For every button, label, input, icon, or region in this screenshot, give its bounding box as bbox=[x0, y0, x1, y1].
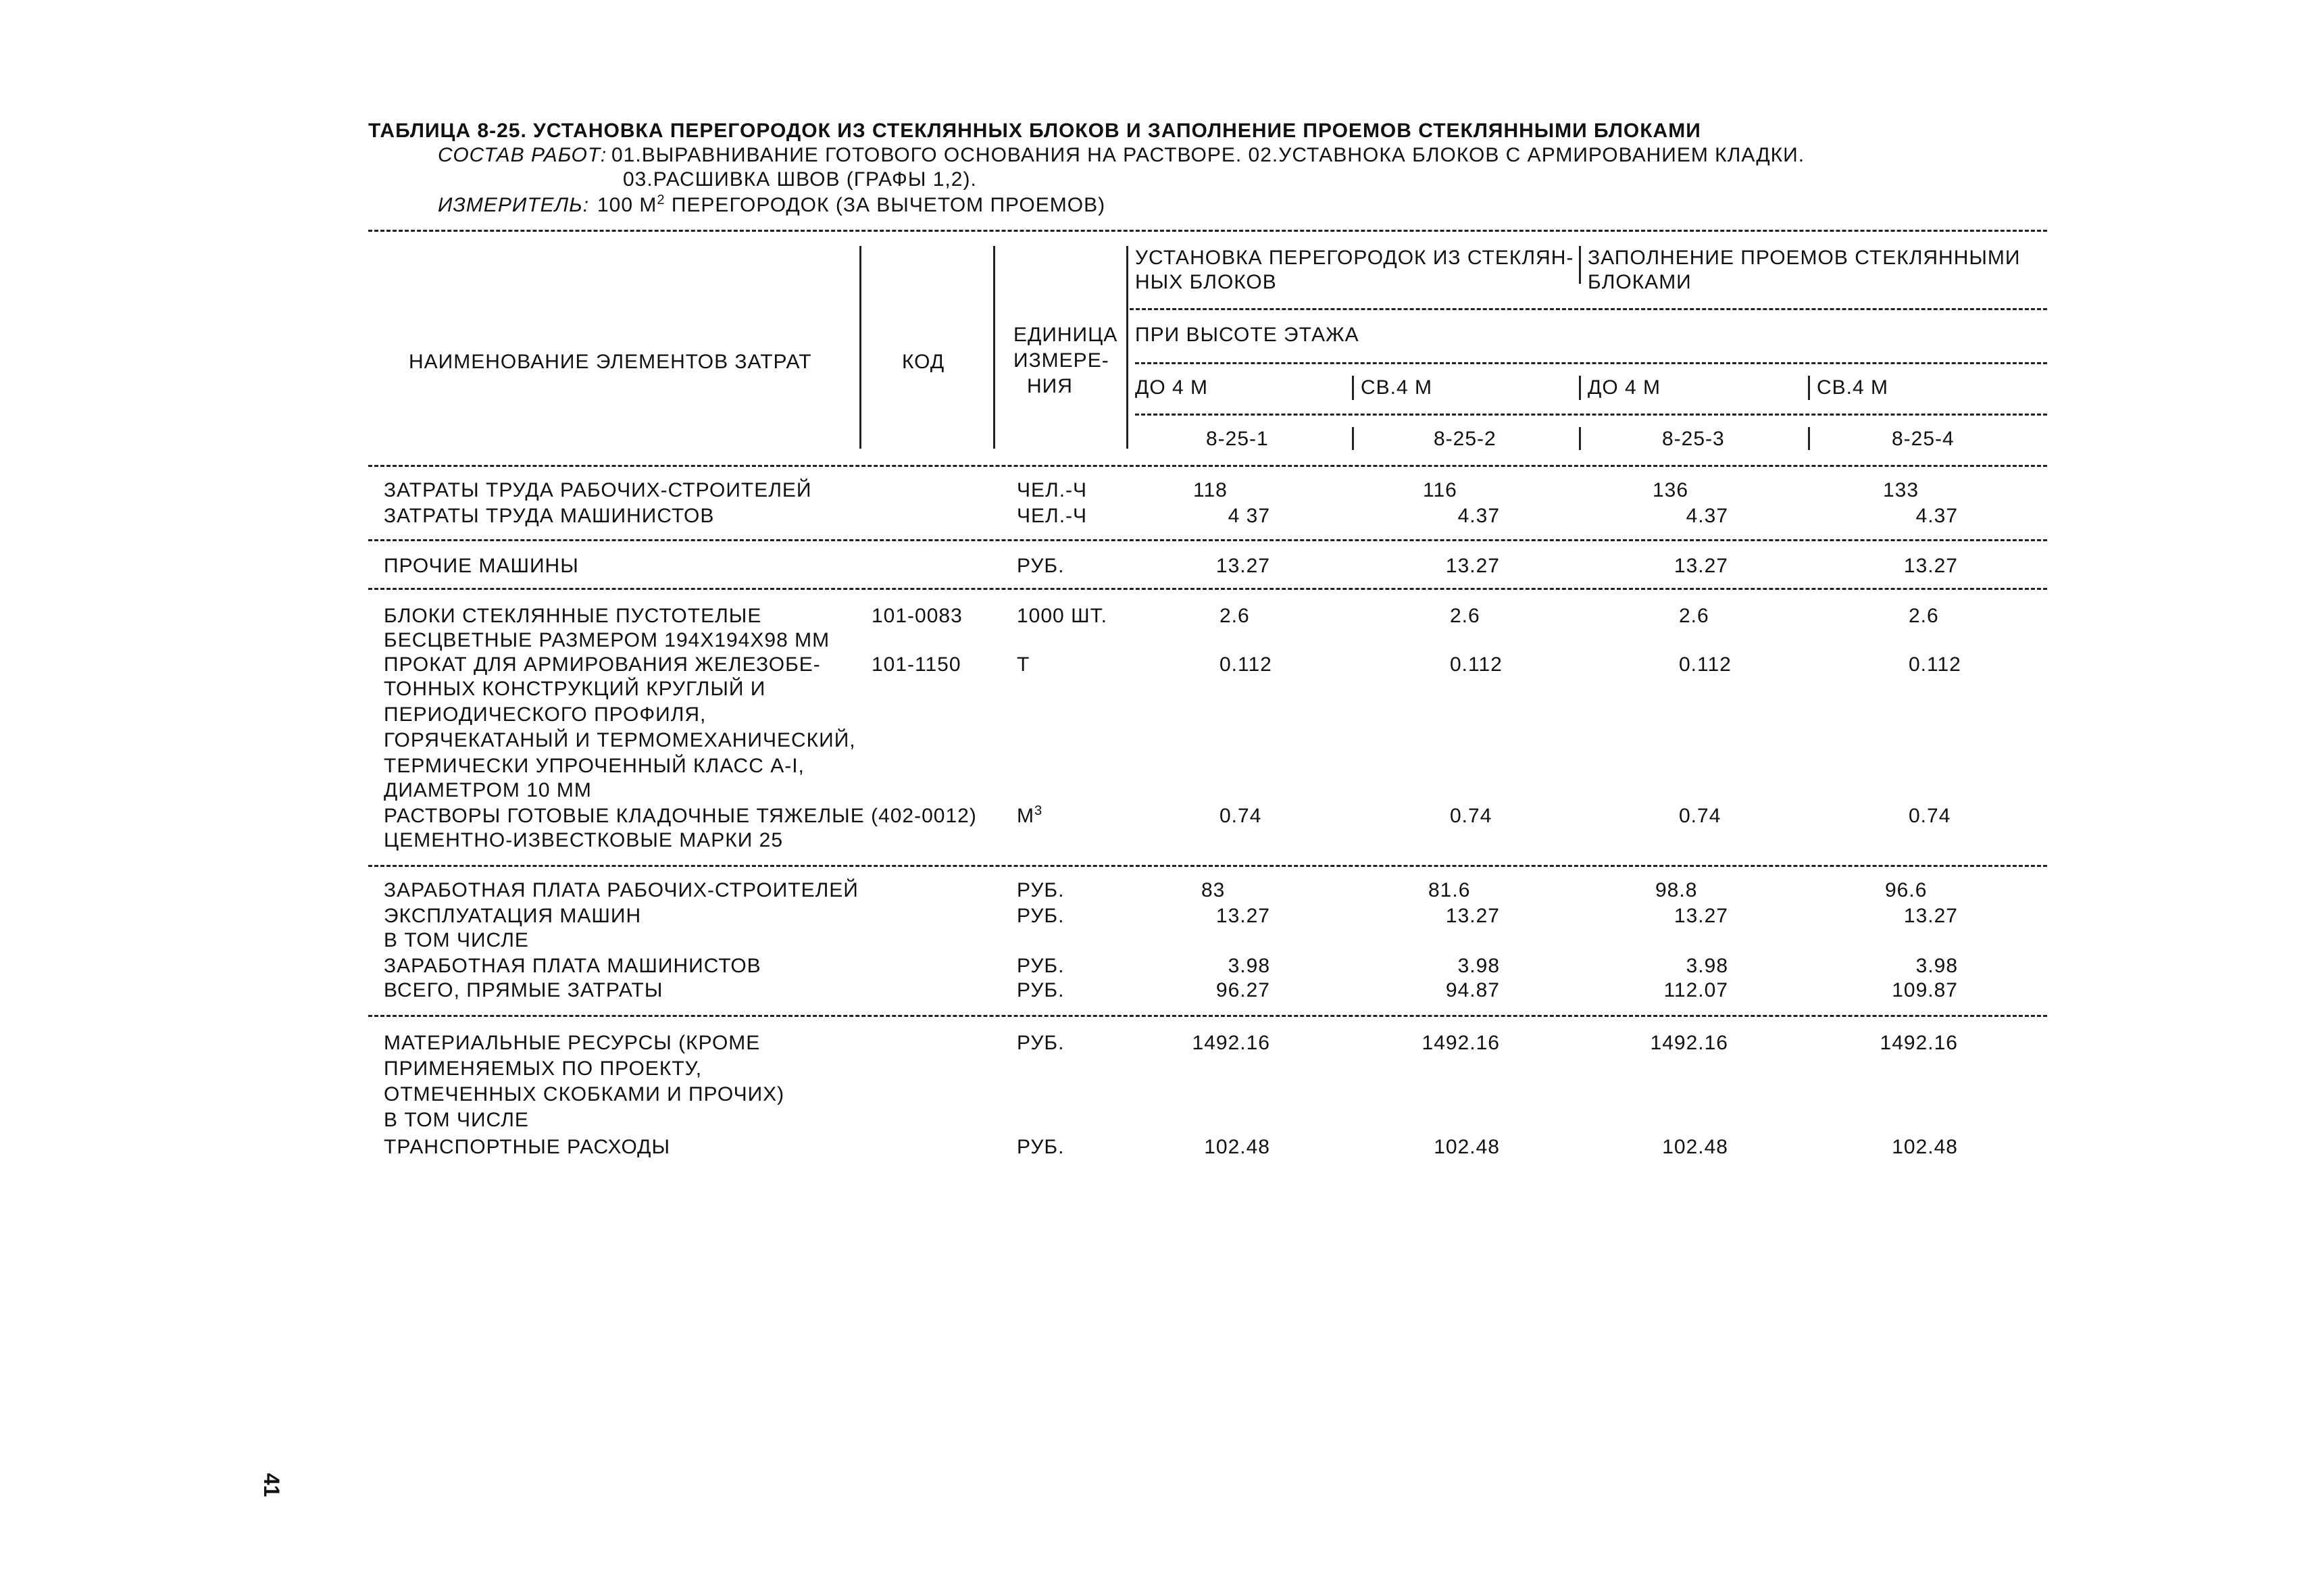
row-name: ТЕРМИЧЕСКИ УПРОЧЕННЫЙ КЛАСС А-I, bbox=[384, 755, 805, 777]
row-name: В ТОМ ЧИСЛЕ bbox=[384, 1109, 529, 1131]
row-value: 1492.16 bbox=[1192, 1032, 1270, 1054]
row-name: ПРОЧИЕ МАШИНЫ bbox=[384, 555, 579, 577]
row-value: 136 bbox=[1653, 479, 1689, 501]
row-value: 13.27 bbox=[1445, 905, 1500, 927]
row-unit: Т bbox=[1017, 653, 1030, 676]
row-name: ВСЕГО, ПРЯМЫЕ ЗАТРАТЫ bbox=[384, 979, 663, 1001]
row-unit: РУБ. bbox=[1017, 555, 1065, 577]
page-number: 41 bbox=[259, 1473, 284, 1497]
row-value: 1492.16 bbox=[1650, 1032, 1728, 1054]
code-heading: 8-25-4 bbox=[1892, 428, 1955, 450]
row-value: 13.27 bbox=[1215, 905, 1270, 927]
col-divider bbox=[1579, 376, 1581, 400]
head-rule bbox=[1135, 414, 2047, 416]
row-name: В ТОМ ЧИСЛЕ bbox=[384, 929, 529, 951]
row-value: 102.48 bbox=[1662, 1136, 1728, 1158]
row-value: 81.6 bbox=[1428, 879, 1471, 901]
row-name: ЗАРАБОТНАЯ ПЛАТА МАШИНИСТОВ bbox=[384, 955, 761, 977]
col-divider bbox=[1352, 376, 1354, 400]
row-value: 13.27 bbox=[1445, 555, 1500, 577]
section-rule bbox=[368, 1015, 2047, 1017]
col-divider bbox=[1808, 376, 1810, 400]
row-value: 83 bbox=[1201, 879, 1226, 901]
group-heading-1-line-2: НЫХ БЛОКОВ bbox=[1135, 271, 1277, 293]
section-rule bbox=[368, 588, 2047, 590]
rule-under-head bbox=[368, 465, 2047, 467]
row-value: 0.112 bbox=[1450, 653, 1503, 676]
row-value: 13.27 bbox=[1674, 905, 1728, 927]
row-name: ГОРЯЧЕКАТАНЫЙ И ТЕРМОМЕХАНИЧЕСКИЙ, bbox=[384, 729, 856, 751]
row-value: 4 37 bbox=[1228, 505, 1270, 527]
row-value: 98.8 bbox=[1655, 879, 1698, 901]
subcolumn-heading: ДО 4 М bbox=[1135, 376, 1208, 399]
row-value: 0.112 bbox=[1219, 653, 1272, 676]
floor-height-heading: ПРИ ВЫСОТЕ ЭТАЖА bbox=[1135, 324, 1359, 346]
row-value: 0.74 bbox=[1450, 805, 1492, 827]
col-divider bbox=[1352, 427, 1354, 450]
row-name: ОТМЕЧЕННЫХ СКОБКАМИ И ПРОЧИХ) bbox=[384, 1083, 785, 1105]
col-divider bbox=[1579, 427, 1581, 450]
row-value: 4.37 bbox=[1457, 505, 1500, 527]
row-name: ПРОКАТ ДЛЯ АРМИРОВАНИЯ ЖЕЛЕЗОБЕ- bbox=[384, 653, 821, 676]
row-name: ТОННЫХ КОНСТРУКЦИЙ КРУГЛЫЙ И bbox=[384, 678, 766, 700]
name-column-heading: НАИМЕНОВАНИЕ ЭЛЕМЕНТОВ ЗАТРАТ bbox=[409, 351, 812, 373]
head-rule bbox=[1135, 362, 2047, 364]
row-unit: ЧЕЛ.-Ч bbox=[1017, 479, 1088, 501]
row-unit: РУБ. bbox=[1017, 1136, 1065, 1158]
row-unit: ЧЕЛ.-Ч bbox=[1017, 505, 1088, 527]
row-value: 102.48 bbox=[1892, 1136, 1958, 1158]
col-divider bbox=[1126, 246, 1128, 449]
composition-line-2: 03.РАСШИВКА ШВОВ (ГРАФЫ 1,2). bbox=[623, 168, 977, 191]
row-value: 0.112 bbox=[1909, 653, 1961, 676]
composition-label: СОСТАВ РАБОТ: bbox=[438, 144, 607, 166]
row-value: 109.87 bbox=[1892, 979, 1958, 1001]
composition-line-1: 01.ВЫРАВНИВАНИЕ ГОТОВОГО ОСНОВАНИЯ НА РАСТВОРЕ. 02.УСТАВНОКА БЛОКОВ С АРМИРОВАНИЕМ КЛАДКИ. bbox=[611, 144, 1805, 166]
row-name: ЭКСПЛУАТАЦИЯ МАШИН bbox=[384, 905, 642, 927]
row-value: 133 bbox=[1883, 479, 1919, 501]
col-divider bbox=[993, 246, 995, 449]
row-unit: РУБ. bbox=[1017, 905, 1065, 927]
group-heading-1-line-1: УСТАНОВКА ПЕРЕГОРОДОК ИЗ СТЕКЛЯН- bbox=[1135, 247, 1574, 269]
row-name: ПЕРИОДИЧЕСКОГО ПРОФИЛЯ, bbox=[384, 703, 707, 726]
row-name: РАСТВОРЫ ГОТОВЫЕ КЛАДОЧНЫЕ ТЯЖЕЛЫЕ (402-0012) bbox=[384, 805, 977, 827]
row-value: 0.112 bbox=[1679, 653, 1732, 676]
col-divider bbox=[1808, 427, 1810, 450]
measure-value: 100 $М^2$ ПЕРЕГОРОДОК (ЗА ВЫЧЕТОМ ПРОЕМОВ) bbox=[597, 193, 1106, 216]
row-value: 2.6 bbox=[1450, 605, 1480, 627]
unit-heading-line-1: ЕДИНИЦА bbox=[1013, 324, 1118, 346]
row-name: ПРИМЕНЯЕМЫХ ПО ПРОЕКТУ, bbox=[384, 1057, 703, 1080]
group-heading-2-line-2: БЛОКАМИ bbox=[1588, 271, 1692, 293]
row-value: 13.27 bbox=[1903, 555, 1958, 577]
row-value: 96.27 bbox=[1215, 979, 1270, 1001]
subcolumn-heading: СВ.4 М bbox=[1817, 376, 1889, 399]
row-value: 118 bbox=[1193, 479, 1228, 501]
page-title: ТАБЛИЦА 8-25. УСТАНОВКА ПЕРЕГОРОДОК ИЗ СТЕКЛЯННЫХ БЛОКОВ И ЗАПОЛНЕНИЕ ПРОЕМОВ СТЕКЛЯННЫМИ БЛОКАМИ bbox=[368, 120, 1701, 142]
row-value: 2.6 bbox=[1909, 605, 1939, 627]
row-value: 102.48 bbox=[1434, 1136, 1500, 1158]
row-value: 4.37 bbox=[1686, 505, 1728, 527]
row-name: ЦЕМЕНТНО-ИЗВЕСТКОВЫЕ МАРКИ 25 bbox=[384, 829, 784, 851]
measure-label: ИЗМЕРИТЕЛЬ: bbox=[438, 194, 590, 216]
row-code: 101-0083 bbox=[872, 605, 963, 627]
col-divider bbox=[1579, 246, 1581, 284]
code-heading: 8-25-2 bbox=[1434, 428, 1496, 450]
row-name: МАТЕРИАЛЬНЫЕ РЕСУРСЫ (КРОМЕ bbox=[384, 1032, 761, 1054]
row-value: 4.37 bbox=[1915, 505, 1958, 527]
col-divider bbox=[859, 246, 861, 449]
code-heading: 8-25-1 bbox=[1206, 428, 1269, 450]
row-name: БЛОКИ СТЕКЛЯННЫЕ ПУСТОТЕЛЫЕ bbox=[384, 605, 762, 627]
row-value: 13.27 bbox=[1674, 555, 1728, 577]
row-value: 3.98 bbox=[1228, 955, 1270, 977]
code-column-heading: КОД bbox=[902, 351, 945, 373]
row-value: 112.07 bbox=[1663, 979, 1728, 1001]
row-value: 2.6 bbox=[1219, 605, 1250, 627]
row-value: 94.87 bbox=[1445, 979, 1500, 1001]
head-rule bbox=[1130, 308, 2047, 310]
row-value: 3.98 bbox=[1915, 955, 1958, 977]
row-unit: РУБ. bbox=[1017, 879, 1065, 901]
row-value: 13.27 bbox=[1903, 905, 1958, 927]
row-value: 0.74 bbox=[1679, 805, 1721, 827]
row-value: 1492.16 bbox=[1880, 1032, 1958, 1054]
row-unit: $М^3$ bbox=[1017, 803, 1043, 827]
row-name: ЗАТРАТЫ ТРУДА МАШИНИСТОВ bbox=[384, 505, 715, 527]
row-unit: РУБ. bbox=[1017, 979, 1065, 1001]
unit-heading-line-2: ИЗМЕРЕ- bbox=[1013, 349, 1109, 372]
row-value: 102.48 bbox=[1204, 1136, 1270, 1158]
row-value: 3.98 bbox=[1686, 955, 1728, 977]
row-value: 13.27 bbox=[1215, 555, 1270, 577]
row-name: ЗАТРАТЫ ТРУДА РАБОЧИХ-СТРОИТЕЛЕЙ bbox=[384, 479, 812, 501]
row-unit: РУБ. bbox=[1017, 955, 1065, 977]
row-unit: 1000 ШТ. bbox=[1017, 605, 1107, 627]
rule-top bbox=[368, 230, 2047, 232]
row-value: 96.6 bbox=[1885, 879, 1928, 901]
row-name: ТРАНСПОРТНЫЕ РАСХОДЫ bbox=[384, 1136, 671, 1158]
row-value: 1492.16 bbox=[1422, 1032, 1500, 1054]
row-value: 116 bbox=[1423, 479, 1457, 501]
code-heading: 8-25-3 bbox=[1662, 428, 1725, 450]
subcolumn-heading: ДО 4 М bbox=[1588, 376, 1661, 399]
row-name: ЗАРАБОТНАЯ ПЛАТА РАБОЧИХ-СТРОИТЕЛЕЙ bbox=[384, 879, 859, 901]
row-code: 101-1150 bbox=[872, 653, 961, 676]
section-rule bbox=[368, 865, 2047, 867]
row-unit: РУБ. bbox=[1017, 1032, 1065, 1054]
subcolumn-heading: СВ.4 М bbox=[1361, 376, 1433, 399]
row-value: 0.74 bbox=[1909, 805, 1951, 827]
section-rule bbox=[368, 539, 2047, 541]
unit-heading-line-3: НИЯ bbox=[1027, 375, 1073, 397]
row-name: ДИАМЕТРОМ 10 ММ bbox=[384, 779, 592, 801]
row-value: 0.74 bbox=[1219, 805, 1262, 827]
group-heading-2-line-1: ЗАПОЛНЕНИЕ ПРОЕМОВ СТЕКЛЯННЫМИ bbox=[1588, 247, 2021, 269]
row-value: 3.98 bbox=[1457, 955, 1500, 977]
row-name: БЕСЦВЕТНЫЕ РАЗМЕРОМ 194Х194Х98 ММ bbox=[384, 629, 830, 651]
row-value: 2.6 bbox=[1679, 605, 1709, 627]
